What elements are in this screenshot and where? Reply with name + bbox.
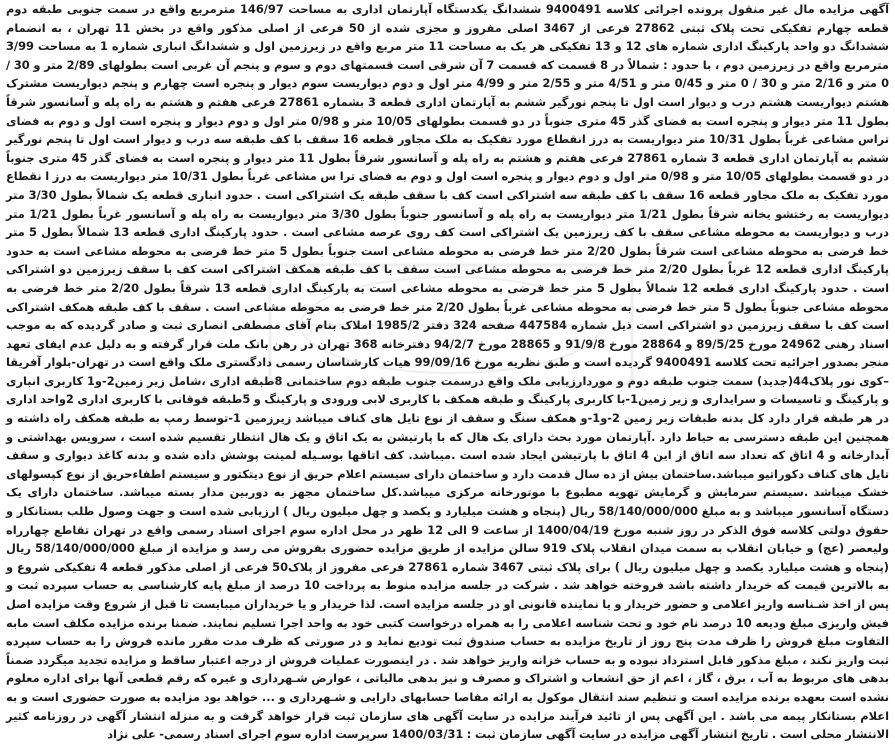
auction-notice-body: آگهی مزایده مال غیر منقول پرونده اجرائی کلاسه 9400491 ششدانگ یکدستگاه آپارتمان اداری به مساحت 146/97 مترمربع واقع در سمت جنوبی طبقه دوم قطعه چهارم تفکیکی تحت پلاک ثبتی 27862 فرعی از 3467 اصلی مفروز و مجزی شده از 50 فرعی از اصلی مذکور واقع در بخش 11 تهران ، به انضمام ششدانگ دو واحد پارکینگ اداری شماره های 12 و 13 تفکیکی هر یک به مساحت 11 متر مربع واقع در زیرزمین اول و ششدانگ انباری شماره 1 به مساحت 3/99 مترمربع واقع در زیرزمین دوم ، با حدود : شمالاً در 8 قسمت که قسمت 7 آن شرقی است قسمتهای دوم و سوم و پنجم آن غربی است بطولهای 2/89 متر و 30 / 0 متر و 2/16 متر و 30 / 0 متر و 0/45 متر و 4/51 متر و 2/55 متر و 4/99 متر اول و دوم دیواریست سوم دیوار و پنجره است چهارم و پنجم دیواریست مشترک هشتم دیواریست هشتم درب و دیوار است اول تا پنجم نورگیر ششم به آپارتمان اداری قطعه 3 بشماره 27861 فرعی هفتم و هشتم به راه پله و آسانسور شرقاً بطول 11 متر دیوار و پنجره است به فضای گذر 45 متری جنوباً در دو قسمت بطولهای 10/05 متر و 0/98 متر اول و دوم دیوار و پنجره است اول و دوم به فضای تراس مشاعی غرباً بطول 10/31 متر دیواریست به درز انقطاع مورد تفکیک به ملک مجاور قطعه 16 سقف با کف طبقه سه درب و دیوار است اول تا پنجم نورگیر ششم به آپارتمان اداری قطعه 3 شماره 27861 فرعی هفتم و هشتم به راه پله و آسانسور شرقاً بطول 11 متر دیوار و پنجره است به فضای گذر 45 متری جنوباً در دو قسمت بطولهای 10/05 متر و 0/98 متر اول و دوم دیوار و پنجره است اول و دوم به فضای ترا س مشاعی غرباً بطول 10/31 متر دیواریست به درز ا نقطاع مورد تفکیک به ملک مجاور قطعه 16 سقف با کف طبقه سه اشتراکی است کف با سقف طبقه یک اشتراکی است . حدود انباری قطعه یک شمالاً بطول 3/30 متر دیواریست به رختشو یخانه شرقاً بطول 1/21 متر دیواریست به راه پله و آسانسور جنوباً بطول 3/30 متر دیواریست به راه پله و آسانسور غرباً بطول 1/21 متر درب و دیواریست به محوطه مشاعی سقف با کف زیرزمین یک اشتراکی است کف روی عرصه مشاعی است . حدود پارکینگ اداری قطعه 13 شمالاً بطول 5 متر خط فرضی به محوطه مشاعی است شرقاً بطول 2/20 متر خط فرضی به محوطه مشاعی است جنوباً بطول 5 متر خط فرضی به محوطه مشاعی است به حدود پارکینگ اداری قطعه 12 غرباً بطول 2/20 متر خط فرضی به محوطه مشاعی است سقف با کف طبقه همکف اشتراکی است کف با سقف زیرزمین دو اشتراکی است . حدود پارکینگ اداری قطعه 12 شمالاً بطول 5 متر خط فرضی به محوطه مشاعی است به پارکینگ اداری قطعه 13 شرقاً بطول 2/20 متر خط فرضی به محوطه مشاعی جنوباً بطول 5 متر خط فرضی به محوطه مشاعی غرباً بطول 2/20 متر خط فرضی به محوطه مشاعی است . سقف با کف طبقه همکف اشتراکی است کف با سقف زیرزمین دو اشتراکی است ذیل شماره 447584 صفحه 324 دفتر 1985/2 املاک بنام آقای مصطفی انصاری ثبت و صادر گردیده که به موجب اسناد رهنی 24962 مورخ 89/5/25 و 28864 مورخ 91/9/8 و 28865 مورخ 94/2/7 دفترخانه 368 تهران در رهن بانک ملت قرار گرفته و به دلیل عدم ایفای تعهد منجر بصدور اجرائیه تحت کلاسه 9400491 گردیده است و طبق نظریه مورخ 99/09/16 هیات کارشناسان رسمی دادگستری ملک واقع است در تهران-بلوار آفریقا –کوی نور پلاک44(جدید) سمت جنوب طبقه دوم و موردارزیابی ملک واقع درسمت جنوب طبقه دوم ساختمانی 8طبقه اداری ،شامل زیر زمین2-و1 کاربری انباری و پارکینگ و تاسیسات و سرایداری و زیر زمین1-با کاربری پارکینگ و طبقه همکف با کاربری لابی ورودی و پارکینگ و 5طبقه فوقانی با کاربری اداری 2واحد اداری در هر طبقه قرار دارد کل بدنه طبقات زیر زمین 2-و1-و همکف سنگ و سقف از نوع تایل های کناف میباشد زیرزمین 1-توسط رمپ به طبقه همکف راه داشته و همچنین این طبقه دسترسی به حیاط دارد .آپارتمان مورد بحث دارای یک هال که با پارتیشن به یک اتاق و یک هال انتظار تقسیم شده است ، سرویس بهداشتی و آبدارخانه و 4 اتاق که تعداد سه اتاق از این 4 اتاق با پارتیشن ایجاد شده است .میباشد. کف اتاقها بوسـیله لمینت پوشش داده شده و بدنه کاغذ دیواری و سقف تایل های کناف دکوراتیو میباشد.ساختمان بیش از ده سال قدمت دارد و ساختمان دارای سیستم اعلام حریق از نوع دیتکتور و سیستم اطفاءحریق از نوع کپسولهای خشک میباشد .سیستم سرمایش و گرمایش تهویه مطبوع با موتورخانه مرکزی میباشد.کل ساختمان مجهز به دوربین مدار بسته میباشد. ساختمان دارای یک دستگاه آسانسور میباشد و به مبلغ 58/140/000/000 ریال (پنجاه و هشت میلیارد و یکصد و چهل میلیون ریال ) ارزیابی شده است و جهت وصول طلب بستانکار و حقوق دولتی کلاسه فوق الذکر در روز شنبه مورخ 1400/04/19 از ساعت 9 الی 12 ظهر در محل اداره سوم اجرای اسناد رسمی واقع در تهران تقاطع چهارراه ولیعصر (عج) و خیابان انقلاب به سمت میدان انقلاب پلاک 919 سالن مزایده از طریق مزایده حضوری بفروش می رسد و مزایده از مبلغ 58/140/000/000 ریال (پنجاه و هشت میلیارد یکصد و چهل میلیون ریال ) برای پلاک ثبتی 3467 شماره 27861 فرعی مفروز از پلاک50 فرعی از اصلی مذکور قطعه 4 تفکیکی شروع و به بالاترین قیمت که خریدار داشته باشد فروخته خواهد شد . شرکت در جلسه مزایده منوط به پرداخت 10 درصد از مبلغ پایه کارشناسی به حساب سپرده ثبت و پس از اخذ شـناسه واریز اعلامی و حضور خریدار و یا نماینده قانونی او در جلسه مزایده است. لذا خریدار و یا خریداران میبایست تا قبل از شروع وقت مزایده اصل فیش واریزی مبلغ ودیعه 10 درصد نام خود و تحت شناسه اعلامی را به همراه درخواست کتبی خود به واحد اجرا تسلیم نمایند. ضمنا برنده مزایده مکلف است مابه التفاوت مبلغ فروش را ظرف مدت پنج روز از تاریخ مزایده به حساب صندوق ثبت تودیع نماید و در صورتی که ظرف مدت مقرر مانده فروش را به حساب سپرده ثبت واریز نکند ، مبلغ مذکور قابل استرداد نبوده و به حساب خزانه واریز خواهد شد . در اینصورت عملیات فروش از درجه اعتبار ساقط و مزایده تجدید میگردد ضمناً بدهی های مربوط به آب ، برق ، گاز ، اعم از حق انشعاب و اشتراک و مصرف و نیز بدهی مالیاتی ، عوارض شـهرداری و غیره که رقم قطعی آنها برای اداره معلوم نشده است بعهده برنده مزایده است و تنظیم سند انتقال موکول به ارائه مفاصا حسابهای دارایی و شـهرداری و ... خواهد بود مزایده به صورت حضوری است و به اعلام بستانکار پیمه می باشد . این آگهی پس از تائید فرآیند مزایده در سایت آگهی های سازمان ثبت قرار خواهد گرفت و به منزله انتشار آگهی در روزنامه کثیر الانتشار محلی است . تاریخ انتشار آگهی مزایده در سایت آگهی سازمان ثبت : 1400/03/31 سرپرست اداره سوم اجرای اسناد رسمی- علی نژاد <box>6 2 890 742</box>
auction-notice-page <box>6 0 890 742</box>
